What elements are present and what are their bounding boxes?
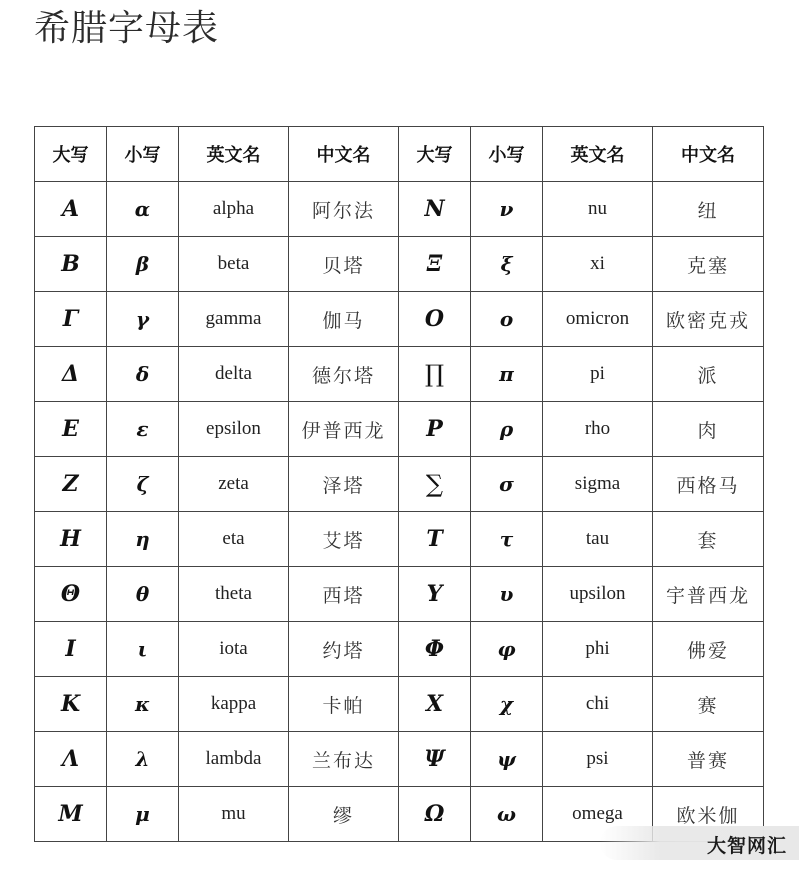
uppercase-cell: P bbox=[399, 402, 471, 457]
header-cell: 英文名 bbox=[179, 127, 289, 182]
header-row bbox=[35, 127, 764, 182]
lowercase-cell: χ bbox=[471, 677, 543, 732]
uppercase-cell: Ω bbox=[399, 787, 471, 842]
chinese-name-cell: 肉 bbox=[653, 402, 764, 457]
english-name-cell: theta bbox=[179, 567, 289, 622]
english-name-cell: omega bbox=[543, 787, 653, 842]
chinese-name-cell: 派 bbox=[653, 347, 764, 402]
header-cell: 小写 bbox=[471, 127, 543, 182]
table-row bbox=[35, 512, 764, 567]
chinese-name-cell: 卡帕 bbox=[289, 677, 399, 732]
header-cell: 大写 bbox=[35, 127, 107, 182]
table-row bbox=[35, 677, 764, 732]
lowercase-cell: λ bbox=[107, 732, 179, 787]
chinese-name-cell: 赛 bbox=[653, 677, 764, 732]
lowercase-cell: ω bbox=[471, 787, 543, 842]
chinese-name-cell: 伊普西龙 bbox=[289, 402, 399, 457]
uppercase-cell: Δ bbox=[35, 347, 107, 402]
lowercase-cell: κ bbox=[107, 677, 179, 732]
chinese-name-cell: 艾塔 bbox=[289, 512, 399, 567]
lowercase-cell: α bbox=[107, 182, 179, 237]
chinese-name-cell: 贝塔 bbox=[289, 237, 399, 292]
uppercase-cell: Φ bbox=[399, 622, 471, 677]
lowercase-cell: ψ bbox=[471, 732, 543, 787]
uppercase-cell: ∑ bbox=[399, 457, 471, 512]
chinese-name-cell: 欧密克戎 bbox=[653, 292, 764, 347]
table-row bbox=[35, 402, 764, 457]
english-name-cell: gamma bbox=[179, 292, 289, 347]
header-cell: 中文名 bbox=[289, 127, 399, 182]
lowercase-cell: θ bbox=[107, 567, 179, 622]
english-name-cell: mu bbox=[179, 787, 289, 842]
header-cell: 大写 bbox=[399, 127, 471, 182]
lowercase-cell: ι bbox=[107, 622, 179, 677]
uppercase-cell: I bbox=[35, 622, 107, 677]
english-name-cell: alpha bbox=[179, 182, 289, 237]
uppercase-cell: Ξ bbox=[399, 237, 471, 292]
table-row bbox=[35, 182, 764, 237]
chinese-name-cell: 纽 bbox=[653, 182, 764, 237]
lowercase-cell: μ bbox=[107, 787, 179, 842]
lowercase-cell: γ bbox=[107, 292, 179, 347]
chinese-name-cell: 佛爱 bbox=[653, 622, 764, 677]
table-row bbox=[35, 292, 764, 347]
watermark-text: 大智网汇 bbox=[706, 835, 787, 857]
uppercase-cell: Ψ bbox=[399, 732, 471, 787]
uppercase-cell: N bbox=[399, 182, 471, 237]
uppercase-cell: Λ bbox=[35, 732, 107, 787]
lowercase-cell: β bbox=[107, 237, 179, 292]
lowercase-cell: δ bbox=[107, 347, 179, 402]
header-cell: 小写 bbox=[107, 127, 179, 182]
lowercase-cell: ξ bbox=[471, 237, 543, 292]
lowercase-cell: ε bbox=[107, 402, 179, 457]
page-title: 希腊字母表 bbox=[34, 8, 220, 49]
uppercase-cell: ∏ bbox=[399, 347, 471, 402]
chinese-name-cell: 西塔 bbox=[289, 567, 399, 622]
english-name-cell: nu bbox=[543, 182, 653, 237]
chinese-name-cell: 伽马 bbox=[289, 292, 399, 347]
chinese-name-cell: 宇普西龙 bbox=[653, 567, 764, 622]
uppercase-cell: O bbox=[399, 292, 471, 347]
uppercase-cell: K bbox=[35, 677, 107, 732]
english-name-cell: pi bbox=[543, 347, 653, 402]
english-name-cell: lambda bbox=[179, 732, 289, 787]
chinese-name-cell: 西格马 bbox=[653, 457, 764, 512]
uppercase-cell: M bbox=[35, 787, 107, 842]
uppercase-cell: Y bbox=[399, 567, 471, 622]
header-cell: 英文名 bbox=[543, 127, 653, 182]
watermark bbox=[600, 826, 799, 860]
lowercase-cell: τ bbox=[471, 512, 543, 567]
uppercase-cell: B bbox=[35, 237, 107, 292]
lowercase-cell: φ bbox=[471, 622, 543, 677]
uppercase-cell: E bbox=[35, 402, 107, 457]
header-cell: 中文名 bbox=[653, 127, 764, 182]
chinese-name-cell: 阿尔法 bbox=[289, 182, 399, 237]
english-name-cell: zeta bbox=[179, 457, 289, 512]
chinese-name-cell: 泽塔 bbox=[289, 457, 399, 512]
uppercase-cell: X bbox=[399, 677, 471, 732]
chinese-name-cell: 普赛 bbox=[653, 732, 764, 787]
english-name-cell: upsilon bbox=[543, 567, 653, 622]
chinese-name-cell: 克塞 bbox=[653, 237, 764, 292]
english-name-cell: beta bbox=[179, 237, 289, 292]
chinese-name-cell: 德尔塔 bbox=[289, 347, 399, 402]
chinese-name-cell: 欧米伽 bbox=[653, 787, 764, 842]
lowercase-cell: π bbox=[471, 347, 543, 402]
uppercase-cell: T bbox=[399, 512, 471, 567]
table-row bbox=[35, 457, 764, 512]
english-name-cell: iota bbox=[179, 622, 289, 677]
uppercase-cell: Γ bbox=[35, 292, 107, 347]
english-name-cell: tau bbox=[543, 512, 653, 567]
lowercase-cell: ν bbox=[471, 182, 543, 237]
uppercase-cell: Z bbox=[35, 457, 107, 512]
english-name-cell: xi bbox=[543, 237, 653, 292]
lowercase-cell: υ bbox=[471, 567, 543, 622]
english-name-cell: chi bbox=[543, 677, 653, 732]
table-row bbox=[35, 237, 764, 292]
lowercase-cell: σ bbox=[471, 457, 543, 512]
lowercase-cell: η bbox=[107, 512, 179, 567]
table-row bbox=[35, 347, 764, 402]
english-name-cell: sigma bbox=[543, 457, 653, 512]
chinese-name-cell: 约塔 bbox=[289, 622, 399, 677]
lowercase-cell: ζ bbox=[107, 457, 179, 512]
english-name-cell: phi bbox=[543, 622, 653, 677]
table-row bbox=[35, 622, 764, 677]
english-name-cell: rho bbox=[543, 402, 653, 457]
table-row bbox=[35, 567, 764, 622]
chinese-name-cell: 缪 bbox=[289, 787, 399, 842]
english-name-cell: kappa bbox=[179, 677, 289, 732]
english-name-cell: psi bbox=[543, 732, 653, 787]
greek-alphabet-table bbox=[34, 126, 764, 842]
english-name-cell: delta bbox=[179, 347, 289, 402]
uppercase-cell: H bbox=[35, 512, 107, 567]
chinese-name-cell: 兰布达 bbox=[289, 732, 399, 787]
uppercase-cell: Θ bbox=[35, 567, 107, 622]
english-name-cell: omicron bbox=[543, 292, 653, 347]
table-row bbox=[35, 732, 764, 787]
english-name-cell: eta bbox=[179, 512, 289, 567]
chinese-name-cell: 套 bbox=[653, 512, 764, 567]
lowercase-cell: ο bbox=[471, 292, 543, 347]
english-name-cell: epsilon bbox=[179, 402, 289, 457]
uppercase-cell: A bbox=[35, 182, 107, 237]
lowercase-cell: ρ bbox=[471, 402, 543, 457]
